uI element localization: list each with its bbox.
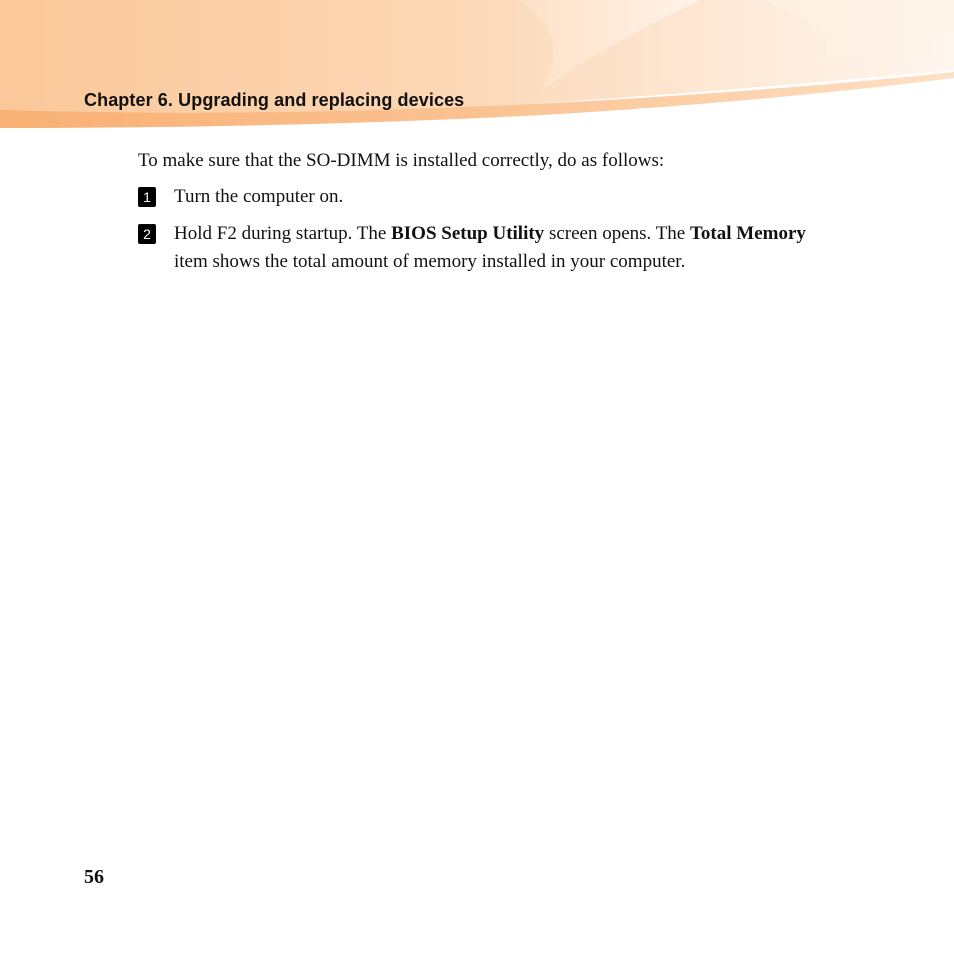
bios-setup-utility-term: BIOS Setup Utility <box>391 223 545 244</box>
chapter-title: Chapter 6. Upgrading and replacing devices <box>84 90 465 110</box>
step-text <box>174 220 814 276</box>
header-decoration-band <box>0 0 954 135</box>
step-number-badge: 2 <box>138 224 156 244</box>
step-text-segment: Hold F2 during startup. The <box>174 223 392 244</box>
step-number-badge: 1 <box>138 187 156 207</box>
step-text-segment: item shows the total amount of memory installed in your computer. <box>174 251 686 272</box>
step-text-segment: screen opens. The <box>544 223 690 244</box>
total-memory-term: Total Memory <box>689 223 806 244</box>
step-text-segment: Turn the computer on. <box>174 186 344 207</box>
intro-paragraph: To make sure that the SO-DIMM is installed correctly, do as follows: <box>138 150 665 171</box>
step-text <box>174 183 814 211</box>
page-number: 56 <box>84 866 104 888</box>
